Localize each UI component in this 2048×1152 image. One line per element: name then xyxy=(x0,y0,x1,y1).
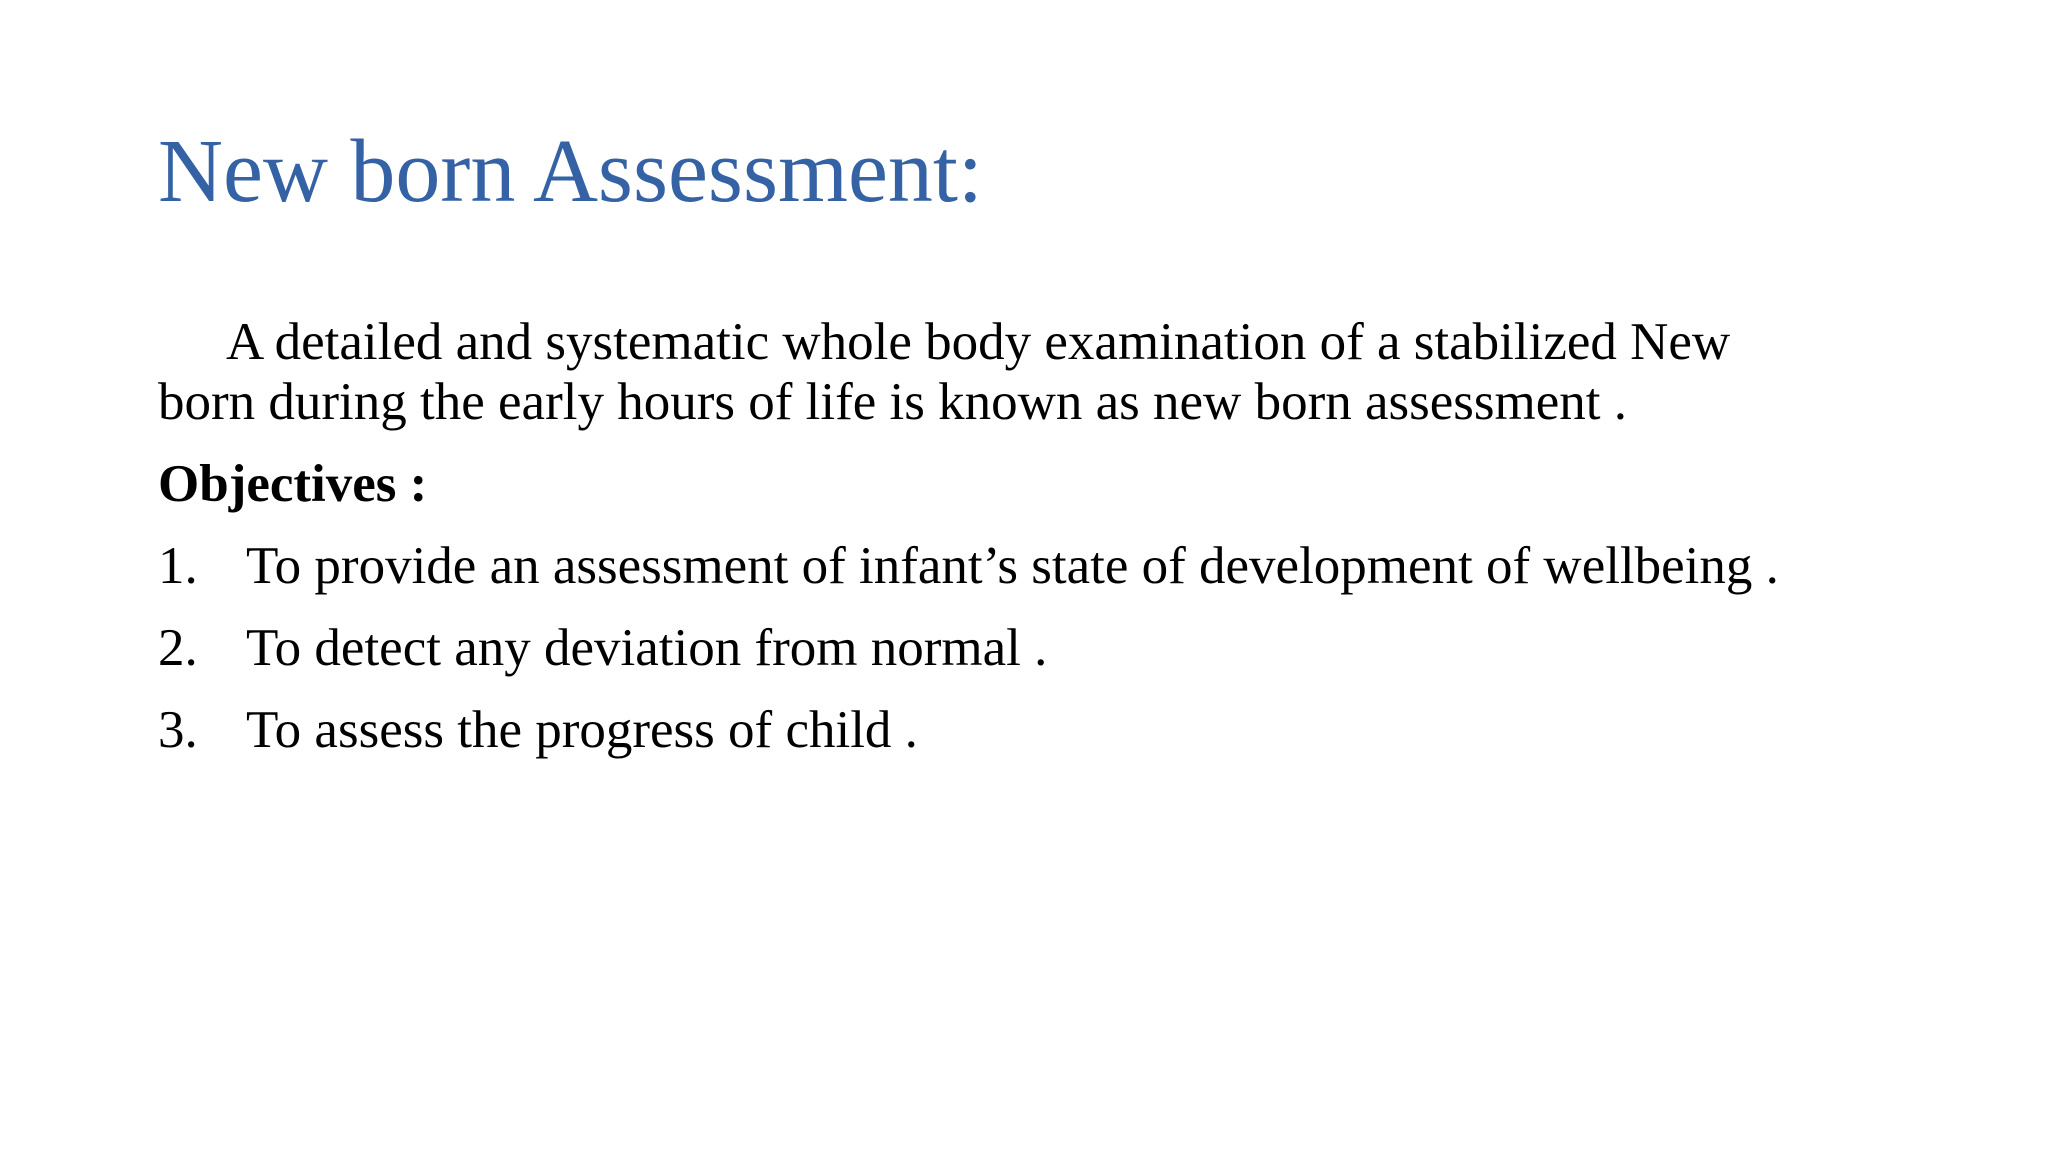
intro-line-2: born during the early hours of life is known as new born assessment . xyxy=(158,373,1627,431)
list-item-number: 2. xyxy=(158,619,198,677)
list-item xyxy=(158,618,1918,678)
intro-line-1: A detailed and systematic whole body examination of a stabilized New xyxy=(226,313,1731,371)
list-item-text: To provide an assessment of infant’s state of development of wellbeing . xyxy=(246,537,1779,595)
intro-paragraph xyxy=(158,312,1918,432)
objectives-heading: Objectives : xyxy=(158,455,428,513)
slide-title: New born Assessment: xyxy=(158,122,983,221)
list-item-number: 3. xyxy=(158,701,198,759)
list-item xyxy=(158,700,1918,760)
list-item-number: 1. xyxy=(158,537,198,595)
objectives-list xyxy=(158,536,1918,760)
list-item-text: To detect any deviation from normal . xyxy=(246,619,1048,677)
list-item-text: To assess the progress of child . xyxy=(246,701,918,759)
list-item xyxy=(158,536,1918,596)
slide-body xyxy=(158,312,1918,782)
